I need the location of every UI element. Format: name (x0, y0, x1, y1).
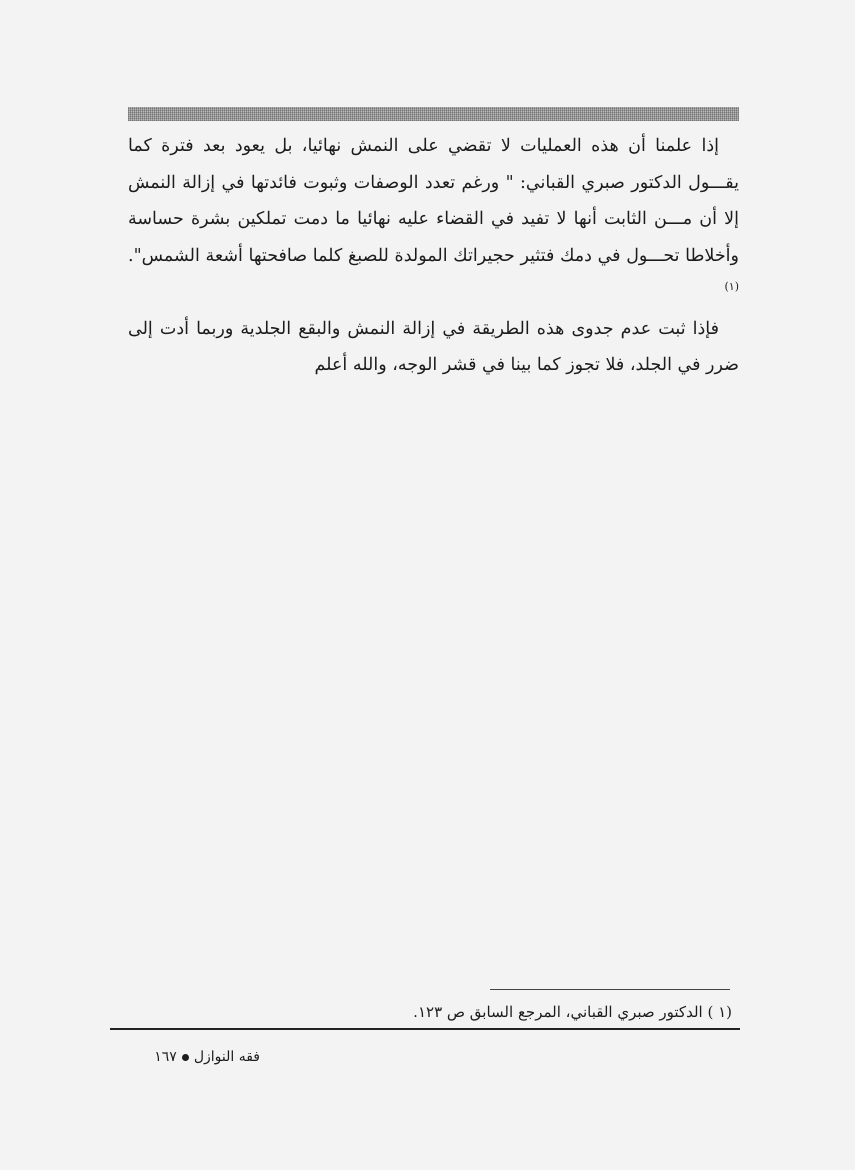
bullet-icon (182, 1054, 189, 1061)
paragraph (128, 128, 739, 311)
paragraph: فإذا ثبت عدم جدوى هذه الطريقة في إزالة النمش والبقع الجلدية وربما أدت إلى ضرر في الجلد، فلا تجوز كما بينا في قشر الوجه، والله أعلم (128, 318, 739, 375)
footnote: (١ ) الدكتور صبري القباني، المرجع السابق ص ١٢٣. (413, 1003, 732, 1021)
running-footer (100, 1046, 260, 1068)
page-number: ١٦٧ (154, 1049, 177, 1065)
book-title: فقه النوازل (193, 1049, 260, 1065)
main-text (128, 128, 739, 384)
footer-rule (110, 1028, 740, 1030)
footnote-separator (490, 989, 730, 990)
paragraph-text: إذا علمنا أن هذه العمليات لا تقضي على النمش نهائيا، بل يعود بعد فترة كما يقـــول الدكتور صبري القباني: " ورغم تعدد الوصفات وثبوت فائدتها في إزالة النمش إلا أن مـــن الثابت أنها لا تفيد في القضاء عليه نهائيا ما دمت تملكين بشرة حساسة وأخلاطا تحـــول في دمك فتثير حجيراتك المولدة للصبغ كلما صافحتها أشعة الشمس". (128, 136, 739, 266)
header-decorative-band (128, 107, 739, 121)
footnote-reference: (١) (724, 280, 739, 294)
